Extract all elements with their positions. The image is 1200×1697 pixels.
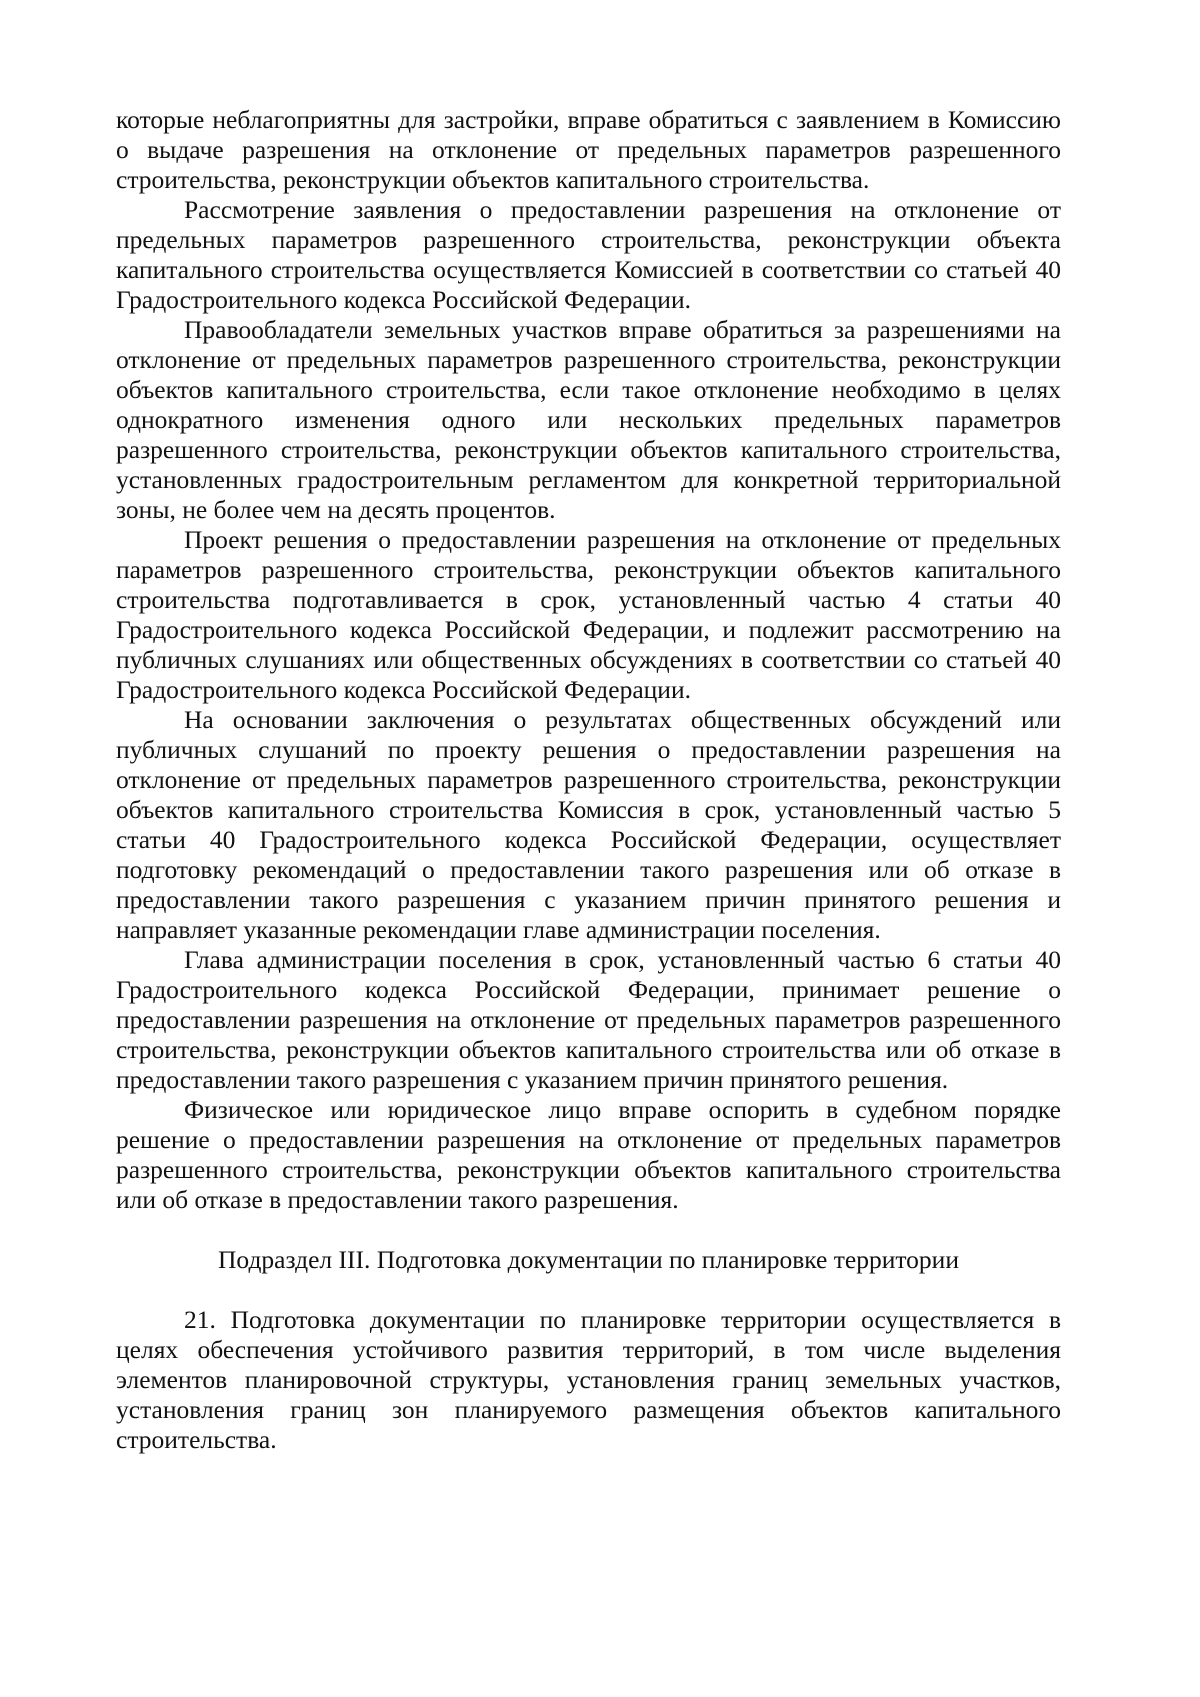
document-page xyxy=(116,105,1061,1455)
paragraph-commission-recommendations: На основании заключения о результатах общественных обсуждений или публичных слушаний по проекту решения о предоставлении разрешения на отклонение от предельных параметров разрешенного строительства, реконструкции объектов капитального строительства Комиссия в срок, установленный частью 5 статьи 40 Градостроительного кодекса Российской Федерации, осуществляет подготовку рекомендаций о предоставлении такого разрешения или об отказе в предоставлении такого разрешения с указанием причин принятого решения и направляет указанные рекомендации главе администрации поселения. xyxy=(116,705,1061,944)
paragraph-item-21: 21. Подготовка документации по планировке территории осуществляется в целях обеспечения устойчивого развития территорий, в том числе выделения элементов планировочной структуры, установления границ земельных участков, установления границ зон планируемого размещения объектов капитального строительства. xyxy=(116,1305,1061,1454)
paragraph-appeal: Физическое или юридическое лицо вправе оспорить в судебном порядке решение о предоставлении разрешения на отклонение от предельных параметров разрешенного строительства, реконструкции объектов капитального строительства или об отказе в предоставлении такого разрешения. xyxy=(116,1095,1061,1214)
paragraph-head-decision: Глава администрации поселения в срок, установленный частью 6 статьи 40 Градостроительного кодекса Российской Федерации, принимает решение о предоставлении разрешения на отклонение от предельных параметров разрешенного строительства, реконструкции объектов капитального строительства или об отказе в предоставлении такого разрешения с указанием причин принятого решения. xyxy=(116,945,1061,1094)
subsection-heading: Подраздел III. Подготовка документации по планировке территории xyxy=(218,1245,959,1274)
paragraph-draft-decision: Проект решения о предоставлении разрешения на отклонение от предельных параметров разрешенного строительства, реконструкции объектов капитального строительства подготавливается в срок, установленный частью 4 статьи 40 Градостроительного кодекса Российской Федерации, и подлежит рассмотрению на публичных слушаниях или общественных обсуждениях в соответствии со статьей 40 Градостроительного кодекса Российской Федерации. xyxy=(116,525,1061,704)
paragraph-right-holders: Правообладатели земельных участков вправе обратиться за разрешениями на отклонение от предельных параметров разрешенного строительства, реконструкции объектов капитального строительства, если такое отклонение необходимо в целях однократного изменения одного или нескольких предельных параметров разрешенного строительства, реконструкции объектов капитального строительства, установленных градостроительным регламентом для конкретной территориальной зоны, не более чем на десять процентов. xyxy=(116,315,1061,524)
paragraph-continuation: которые неблагоприятны для застройки, вправе обратиться с заявлением в Комиссию о выдаче разрешения на отклонение от предельных параметров разрешенного строительства, реконструкции объектов капитального строительства. xyxy=(116,105,1061,194)
paragraph-application-review: Рассмотрение заявления о предоставлении разрешения на отклонение от предельных параметров разрешенного строительства, реконструкции объекта капитального строительства осуществляется Комиссией в соответствии со статьей 40 Градостроительного кодекса Российской Федерации. xyxy=(116,195,1061,314)
